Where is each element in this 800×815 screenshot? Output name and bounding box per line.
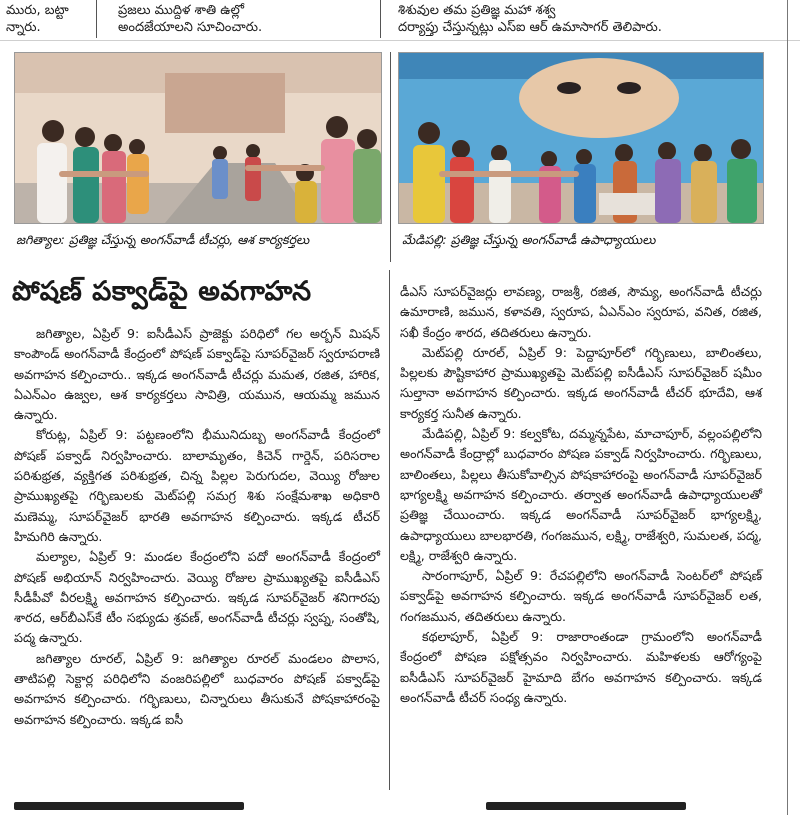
next-headline-left (14, 802, 244, 810)
previous-articles-strip (0, 0, 800, 41)
article-paragraph: జగిత్యాల రూరల్, ఏప్రిల్ 9: జగిత్యాల రూరల్ మండలం పొలాస, తాటిపల్లి సెక్టార్ల పరిధిలోని వంజరిపల్లిలో బుధవారం పోషణ్ పక్వాడ్‌పై అవగాహన కల్పించారు. గర్భిణులు, చిన్నారులు తీసుకునే పోషకాహారంపై అవగాహన కల్పించారు. ఇక్కడ ఐసీ (14, 650, 380, 727)
article-column-right (400, 282, 762, 708)
photo-medipalli-pledge (398, 52, 764, 224)
article-paragraph: మల్యాల, ఏప్రిల్ 9: మండల కేంద్రంలోని పదో అంగన్‌వాడీ కేంద్రంలో పోషణ్ అభియాన్ నిర్వహించారు. వెయ్యి రోజుల ప్రాముఖ్యతపై ఐసీడీఎస్ సీడీపీవో వీరలక్ష్మి అవగాహన కల్పించారు. ఇక్కడ సూపర్‌వైజర్ శనిగారపు శారద, ఆర్‌బీఎస్‌కే టీం సభ్యుడు శ్రవణ్, అంగన్‌వాడీ టీచర్లు స్వప్న, సంతోషి, పద్మ ఉన్నారు. (14, 549, 380, 646)
article-paragraph: మెట్‌పల్లి రూరల్, ఏప్రిల్ 9: పెద్దాపూర్‌లో గర్భిణులు, బాలింతలు, పిల్లలకు పౌష్టికాహార ప్రాముఖ్యతపై మెట్‌పల్లి ఐసీడీఎస్ సూపర్‌వైజర్ షమీం సుల్తానా అవగాహన కల్పించారు. ఇక్కడ అంగన్‌వాడీ టీచర్ భూదేవి, ఆశ కార్యకర్త సునీత ఉన్నారు. (400, 344, 762, 421)
article-column-left (14, 324, 380, 730)
article-paragraph: జగిత్యాల, ఏప్రిల్ 9: ఐసీడీఎస్ ప్రాజెక్టు పరిధిలో గల అర్బన్ మిషన్ కాంపౌండ్ అంగన్‌వాడీ కేంద్రంలో పోషణ్ పక్వాడ్‌పై సూపర్‌వైజర్ స్వరూపరాణి అవగాహన కల్పించారు.. ఇక్కడ అంగన్‌వాడీ టీచర్లు మమత, రజిత, హారిక, ఏఎన్ఎం ఉజ్వల, ఆశ కార్యకర్తలు సావిత్రి, యమున, ఆయమ్మ జమున ఉన్నారు. (14, 326, 380, 423)
article-paragraph: కోరుట్ల, ఏప్రిల్ 9: పట్టణంలోని భీమునిదుబ్బ అంగన్‌వాడీ కేంద్రంలో పోషణ్ పక్వాడ్ నిర్వహించారు. బాలామృతం, కిచెన్ గార్డెన్, పరిసరాల పరిశుభ్రత, వ్యక్తిగత పరిశుభ్రత, చిన్న పిల్లల పెరుగుదల, వెయ్యి రోజుల ప్రాముఖ్యతపై గర్భిణులకు మెట్‌పల్లి సమగ్ర శిశు సంక్షేమశాఖ అధికారి మణెమ్మ, సూపర్‌వైజర్ భారతి అవగాహన కల్పించారు. ఇక్కడ టీచర్ హిమగిరి ఉన్నారు. (14, 427, 380, 544)
column-divider (96, 0, 97, 38)
article-paragraph: కథలాపూర్, ఏప్రిల్ 9: రాజారాంతండా గ్రామంలోని అంగన్‌వాడీ కేంద్రంలో పోషణ పక్షోత్సవం నిర్వహించారు. మహిళలకు ఆరోగ్యంపై ఐసీడీఎస్ సూపర్‌వైజర్ హైమాది బేగం అవగాహన కల్పించారు. ఇక్కడ అంగన్‌వాడీ టీచర్ సంధ్య ఉన్నారు. (400, 629, 762, 705)
column-divider (390, 52, 391, 262)
column-divider (389, 270, 390, 790)
page-edge-rule (787, 0, 788, 815)
photo-caption-right: మేడిపల్లి: ప్రతిజ్ఞ చేస్తున్న అంగన్‌వాడీ ఉపాధ్యాయులు (402, 232, 656, 247)
next-headlines-strip (0, 800, 800, 815)
prev-article-left: మురు, బట్టా న్నారు. (6, 3, 69, 35)
article-headline: పోషణ్ పక్వాడ్‌పై అవగాహన (12, 276, 312, 307)
article-paragraph: మేడిపల్లి, ఏప్రిల్ 9: కల్వకోట, దమ్మన్నపేట, మాచాపూర్, వల్లంపల్లిలోని అంగన్‌వాడీ కేంద్రాల్లో బుధవారం పోషణ పక్వాడ్ నిర్వహించారు. గర్భిణులు, బాలింతలు, పిల్లలు తీసుకోవాల్సిన పోషకాహారంపై అంగన్‌వాడీ సూపర్‌వైజర్ భాగ్యలక్ష్మి అవగాహన కల్పించారు. తర్వాత అంగన్‌వాడీ ఉపాధ్యాయులతో ప్రతిజ్ఞ చేయించారు. ఇక్కడ అంగన్‌వాడీ సూపర్‌వైజర్ భాగ్యలక్ష్మి, ఉపాధ్యాయులు బాలభారతి, గంగజమున, లక్ష్మి, రాజేశ్వరి, సుమలత, పద్మ, లక్ష్మి, రాజేశ్వరి ఉన్నారు. (400, 426, 762, 563)
prev-article-right: శిశువుల తమ ప్రతిజ్ఞ మహా శశ్వ దర్యాప్తు చేస్తున్నట్లు ఎస్‌ఐ ఆర్ ఉమాసాగర్ తెలిపారు. (398, 3, 662, 35)
photo-jagtial-pledge (14, 52, 382, 224)
photo-caption-left: జగిత్యాల: ప్రతిజ్ఞ చేస్తున్న అంగన్‌వాడీ టీచర్లు, ఆశ కార్యకర్తలు (16, 232, 310, 247)
next-headline-right (486, 802, 686, 810)
article-paragraph: సారంగాపూర్, ఏప్రిల్ 9: రేచపల్లిలోని అంగన్‌వాడీ సెంటర్‌లో పోషణ్ పక్వాడ్‌పై అవగాహన కల్పించారు. ఇక్కడ అంగన్‌వాడీ సూపర్‌వైజర్ లత, గంగజమున, తదితరులు ఉన్నారు. (400, 568, 762, 624)
prev-article-middle: ప్రజలు ముద్దిళ శాతి ఉల్లో అందజేయాలని సూచించారు. (118, 3, 263, 35)
column-divider (380, 0, 381, 38)
article-paragraph: డీఎస్ సూపర్‌వైజర్లు లావణ్య, రాజశ్రీ, రజిత, సౌమ్య, అంగన్‌వాడీ టీచర్లు ఉమారాణి, జమున, కళావతి, స్వరూప, ఏఎన్ఎం స్వరూప, వనిత, రజిత, సఖీ కేంద్రం శారద, తదితరులు ఉన్నారు. (400, 284, 762, 340)
